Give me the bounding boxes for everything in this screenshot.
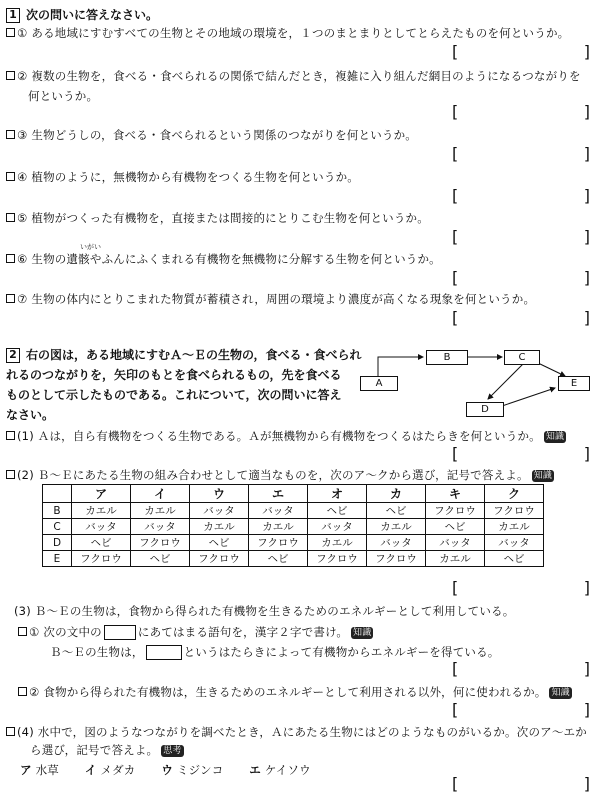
thinking-tag: 思考 xyxy=(163,745,182,756)
checkbox[interactable] xyxy=(6,431,15,440)
table-header-cell: キ xyxy=(426,485,485,503)
s2-question-4: (4) 水中で，図のようなつながりを調べたとき，Ａにあたる生物にはどのようなものがいるか。次のア～エか xyxy=(6,724,587,740)
s1-question-2: ② 複数の生物を，食べる・食べられるの関係で結んだとき，複雑に入り組んだ網目のようになるつながりを xyxy=(6,68,581,84)
table-header-cell: ク xyxy=(485,485,544,503)
table-row: E フクロウ ヘビ フクロウ ヘビ フクロウ フクロウ カエル ヘビ xyxy=(43,551,544,567)
answer-bracket[interactable]: [ ] xyxy=(452,308,590,327)
checkbox[interactable] xyxy=(6,727,15,736)
arrow-d-e xyxy=(502,388,555,406)
food-web-diagram xyxy=(360,346,590,426)
question-text: Ｂ～Ｅの生物は，食物から得られた有機物を生きるためのエネルギーとして利用している。 xyxy=(34,604,515,618)
answer-bracket[interactable]: [ ] xyxy=(452,227,590,246)
s2-question-2: (2) Ｂ～Ｅにあたる生物の組み合わせとして適当なものを，次のア～クから選び，記号で答えよ。 知識 xyxy=(6,467,554,483)
answer-bracket[interactable]: [ ] xyxy=(452,102,590,121)
table-header-cell: カ xyxy=(367,485,426,503)
answer-bracket[interactable]: [ ] xyxy=(452,774,590,793)
section1-number: 1 xyxy=(6,8,20,23)
section2-intro-line: ものとして示したものである。これについて，次の問いに答え xyxy=(6,388,342,402)
s2-question-1: (1) Ａは，自ら有機物をつくる生物である。Ａが無機物から有機物をつくるはたらきを何というか。 知識 xyxy=(6,428,566,444)
node-e: E xyxy=(558,376,590,391)
table-row: C バッタ バッタ カエル カエル バッタ カエル ヘビ カエル xyxy=(43,519,544,535)
question-text: Ａは，自ら有機物をつくる生物である。Ａが無機物から有機物をつくるはたらきを何というか。 xyxy=(37,429,541,443)
question-text: 水中で，図のようなつながりを調べたとき，Ａにあたる生物にはどのようなものがいるか。次のア～エか xyxy=(37,725,587,739)
s2-question-3-2: ② 食物から得られた有機物は，生きるためのエネルギーとして利用される以外，何に使われるか。 知識 xyxy=(18,684,572,700)
knowledge-tag: 知識 xyxy=(545,431,565,442)
s2-question-3-1: ① 次の文中の にあてはまる語句を，漢字２字で書け。 知識 xyxy=(18,624,373,640)
fill-in-box[interactable] xyxy=(146,645,182,660)
table-header-row xyxy=(43,485,544,503)
option-text: メダカ xyxy=(100,763,136,777)
section2-intro: 2 右の図は，ある地域にすむＡ～Ｅの生物の，食べる・食べられ xyxy=(6,346,362,363)
arrow-c-d xyxy=(488,364,523,399)
s2-question-3: (3) Ｂ～Ｅの生物は，食物から得られた有機物を生きるためのエネルギーとして利用している。 xyxy=(14,604,515,618)
option-key: ア xyxy=(20,763,32,777)
checkbox[interactable] xyxy=(6,470,15,479)
node-b: B xyxy=(426,350,468,365)
knowledge-tag: 知識 xyxy=(533,470,553,481)
answer-bracket[interactable]: [ ] xyxy=(452,444,590,463)
checkbox[interactable] xyxy=(6,294,15,303)
ruby-reading: いがい xyxy=(80,243,101,251)
answer-bracket[interactable]: [ ] xyxy=(452,186,590,205)
question-text: 植物のように，無機物から有機物をつくる生物を何というか。 xyxy=(31,170,359,184)
knowledge-tag: 知識 xyxy=(551,687,570,698)
option-text: ケイソウ xyxy=(264,763,311,777)
checkbox[interactable] xyxy=(18,627,27,636)
table-header-cell: エ xyxy=(249,485,308,503)
node-a: A xyxy=(360,376,398,391)
answer-bracket[interactable]: [ ] xyxy=(452,578,590,597)
knowledge-tag: 知識 xyxy=(353,627,372,638)
question-text: 植物がつくった有機物を，直接または間接的にとりこむ生物を何というか。 xyxy=(31,211,429,225)
table-header-cell: ウ xyxy=(190,485,249,503)
s2-question-4-options xyxy=(20,762,311,778)
table-header-cell xyxy=(43,485,72,503)
option-key: ウ xyxy=(161,763,174,777)
node-c: C xyxy=(504,350,540,365)
section2-intro-line: れるのつながりを，矢印のもとを食べられるもの，先を食べる xyxy=(6,368,342,382)
section2-intro-line: なさい。 xyxy=(6,408,55,422)
question-text: 食物から得られた有機物は，生きるためのエネルギーとして利用される以外，何に使われるか。 xyxy=(43,685,547,699)
section1-title: 次の問いに答えなさい。 xyxy=(26,8,159,22)
s2-question-3-1-sentence: Ｂ～Ｅの生物は， というはたらきによって有機物からエネルギーを得ている。 xyxy=(50,645,500,659)
answer-bracket[interactable]: [ ] xyxy=(452,659,590,678)
checkbox[interactable] xyxy=(6,254,15,263)
question-text: ある地域にすむすべての生物とその地域の環境を，１つのまとまりとしてとらえたものを何というか。 xyxy=(31,26,570,40)
question-text: 生物どうしの，食べる・食べられるという関係のつながりを何というか。 xyxy=(31,128,418,142)
section1-header xyxy=(6,6,158,23)
s1-question-1: ① ある地域にすむすべての生物とその地域の環境を，１つのまとまりとしてとらえたものを何というか。 xyxy=(6,25,569,41)
option-text: ミジンコ xyxy=(176,763,224,777)
node-d: D xyxy=(466,402,504,417)
s1-question-3: ③ 生物どうしの，食べる・食べられるという関係のつながりを何というか。 xyxy=(6,127,417,143)
s1-question-4: ④ 植物のように，無機物から有機物をつくる生物を何というか。 xyxy=(6,169,359,185)
question-text: 生物の体内にとりこまれた物質が蓄積され，周囲の環境より濃度が高くなる現象を何というか。 xyxy=(31,292,536,306)
table-header-cell: イ xyxy=(131,485,190,503)
checkbox[interactable] xyxy=(18,687,27,696)
answer-bracket[interactable]: [ ] xyxy=(452,42,590,61)
checkbox[interactable] xyxy=(6,213,15,222)
question-text: 複数の生物を，食べる・食べられるの関係で結んだとき，複雑に入り組んだ網目のようになるつながりを xyxy=(31,69,581,83)
question-text-cont: 何というか。 xyxy=(28,89,99,103)
checkbox[interactable] xyxy=(6,130,15,139)
option-key: エ xyxy=(249,763,261,777)
option-key: イ xyxy=(84,763,97,777)
answer-bracket[interactable]: [ ] xyxy=(452,268,590,287)
table-row: D ヘビ フクロウ ヘビ フクロウ カエル バッタ バッタ バッタ xyxy=(43,535,544,551)
option-text: 水草 xyxy=(35,763,59,777)
table-header-cell: ア xyxy=(72,485,131,503)
table-row: B カエル カエル バッタ バッタ ヘビ ヘビ フクロウ フクロウ xyxy=(43,503,544,519)
section2-number: 2 xyxy=(6,348,20,363)
question-text: Ｂ～Ｅにあたる生物の組み合わせとして適当なものを，次のア～クから選び，記号で答えよ。 xyxy=(37,468,529,482)
s1-question-6: ⑥ 生物の遺骸やふんにふくまれる有機物を無機物に分解する生物を何というか。 xyxy=(6,251,441,267)
checkbox[interactable] xyxy=(6,28,15,37)
options-table xyxy=(42,484,544,567)
s1-question-7: ⑦ 生物の体内にとりこまれた物質が蓄積され，周囲の環境より濃度が高くなる現象を何というか。 xyxy=(6,291,535,307)
answer-bracket[interactable]: [ ] xyxy=(452,144,590,163)
answer-bracket[interactable]: [ ] xyxy=(452,700,590,719)
checkbox[interactable] xyxy=(6,71,15,80)
question-text: 生物の遺骸やふんにふくまれる有機物を無機物に分解する生物を何というか。 xyxy=(31,252,441,266)
table-header-cell: オ xyxy=(308,485,367,503)
arrow-a-b xyxy=(378,357,423,376)
checkbox[interactable] xyxy=(6,172,15,181)
s2-question-4-cont: ら選び，記号で答えよ。 思考 xyxy=(30,743,182,757)
arrow-c-e xyxy=(538,363,565,376)
fill-in-box[interactable] xyxy=(104,625,136,640)
s1-question-5: ⑤ 植物がつくった有機物を，直接または間接的にとりこむ生物を何というか。 xyxy=(6,210,429,226)
